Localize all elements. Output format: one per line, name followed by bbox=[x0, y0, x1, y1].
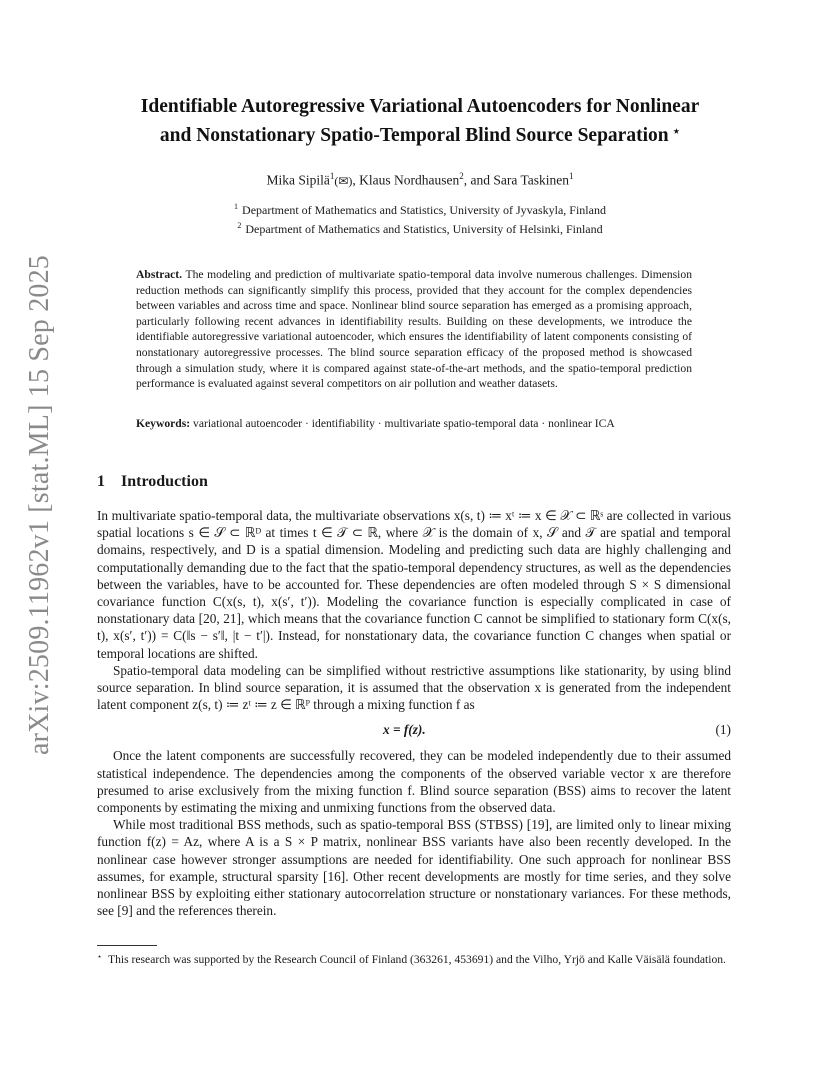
footnote-text: This research was supported by the Research Council of Finland (363261, 453691) and the Vilho, Yrjö and Kalle Väisälä foundation. bbox=[108, 953, 726, 966]
author-3-affil: 1 bbox=[569, 171, 574, 181]
footnote-divider bbox=[97, 945, 157, 946]
keywords bbox=[136, 416, 692, 432]
arxiv-stamp-text: arXiv:2509.11962v1 [stat.ML] 15 Sep 2025 bbox=[24, 254, 55, 756]
affiliation-2-text: Department of Mathematics and Statistics, University of Helsinki, Finland bbox=[245, 222, 603, 236]
title-line-1: Identifiable Autoregressive Variational Autoencoders for Nonlinear bbox=[140, 96, 700, 117]
equation-1 bbox=[97, 713, 731, 747]
author-3: , and Sara Taskinen bbox=[463, 172, 570, 188]
affiliation-1-text: Department of Mathematics and Statistics, University of Jyvaskyla, Finland bbox=[242, 203, 606, 217]
body-text bbox=[97, 507, 731, 919]
arxiv-stamp bbox=[22, 254, 58, 756]
affiliation-2-mark: 2 bbox=[237, 221, 242, 230]
envelope-icon[interactable]: (✉) bbox=[334, 173, 353, 188]
footnote bbox=[97, 949, 731, 967]
footnote-mark: ⋆ bbox=[97, 952, 103, 961]
affiliation-1-mark: 1 bbox=[234, 202, 239, 211]
author-list bbox=[90, 171, 750, 189]
affiliations bbox=[90, 199, 750, 237]
section-title: Introduction bbox=[121, 473, 208, 490]
paragraph-1: In multivariate spatio-temporal data, the multivariate observations x(s, t) ≔ xᵗ ≔ x ∈ 𝒳 ⊂ ℝˢ are collected in various spatial locations s ∈ 𝒮 ⊂ ℝᴰ at times t ∈ 𝒯 ⊂ ℝ, where 𝒳 is the domain of x, 𝒮 and 𝒯 are spatial and temporal domains, respectively, and D is a spatial dimension. Modeling and predicting such data are highly challenging and computationally demanding due to the fact that the spatio-temporal dependency structures, as well as the dependencies between the variables, have to be accounted for. These dependencies are often modeled through S × S dimensional covariance function C(x(s, t), x(s′, t′)). Modeling the covariance function is especially complicated in case of nonstationary data [20, 21], which means that the covariance function C cannot be simplified to stationary form C(x(s, t), x(s′, t′)) = C(‖s − s′‖, |t − t′|). Instead, for nonstationary data, the covariance function C changes when spatial or temporal locations are shifted. bbox=[97, 508, 731, 661]
equation-number: (1) bbox=[715, 722, 731, 738]
paragraph-3: Once the latent components are successfully recovered, they can be modeled independently due to their assumed statistical independence. The dependencies among the components of the observed variable vector x are therefore presumed to arise exclusively from the mixing function f. Blind source separation (BSS) aims to recover the latent components by estimating the mixing and unmixing functions from the observed data. bbox=[97, 748, 731, 816]
author-2-affil: 2 bbox=[459, 171, 464, 181]
paragraph-4: While most traditional BSS methods, such as spatio-temporal BSS (STBSS) [19], are limited only to linear mixing function f(z) = Az, where A is a S × P matrix, nonlinear BSS variants have also been recently developed. In the nonlinear case however stronger assumptions are needed for identifiability. One such approach for nonlinear BSS assumes, for example, structural sparsity [16]. Other recent developments are mostly for time series, and they solve nonlinear BSS by exploiting either stationary autocorrelation structure or nonstationary variances. For these methods, see [9] and the references therein. bbox=[97, 817, 731, 919]
title-line-2 bbox=[90, 119, 750, 148]
abstract-label: Abstract. bbox=[136, 268, 183, 281]
section-heading bbox=[97, 473, 208, 491]
section-number: 1 bbox=[97, 473, 105, 490]
affiliation-1 bbox=[90, 199, 750, 218]
abstract bbox=[136, 267, 692, 392]
paper-title bbox=[90, 94, 750, 148]
affiliation-2 bbox=[90, 218, 750, 237]
keywords-label: Keywords: bbox=[136, 417, 191, 430]
author-2: , Klaus Nordhausen bbox=[352, 172, 460, 188]
title-footnote-mark[interactable]: ⋆ bbox=[672, 124, 681, 138]
author-1: Mika Sipilä bbox=[266, 172, 330, 188]
abstract-text: The modeling and prediction of multivariate spatio-temporal data involve numerous challenges. Dimension reduction methods can significantly simplify this process, provided that they account for the complex dependencies between variables and across time and space. Nonlinear blind source separation has emerged as a promising approach, particularly following recent advances in identifiability results. Building on these developments, we introduce the identifiable autoregressive variational autoencoder, which ensures the identifiability of latent components consisting of nonstationary autoregressive processes. The blind source separation efficacy of the proposed method is showcased through a simulation study, where it is compared against state-of-the-art methods, and the spatio-temporal prediction performance is evaluated against several competitors on air pollution and weather datasets. bbox=[136, 268, 692, 391]
title-line-2-text: and Nonstationary Spatio-Temporal Blind Source Separation bbox=[159, 125, 669, 146]
paragraph-2: Spatio-temporal data modeling can be simplified without restrictive assumptions like stationarity, by using blind source separation. In blind source separation, it is assumed that the observation x is generated from the independent latent component z(s, t) ≔ zᵗ ≔ z ∈ ℝᴾ through a mixing function f as bbox=[97, 662, 731, 713]
equation-expression: x = f(z). bbox=[383, 722, 426, 738]
author-1-affil: 1 bbox=[329, 171, 335, 181]
keywords-text: variational autoencoder · identifiability · multivariate spatio-temporal data · nonlinear ICA bbox=[193, 417, 615, 430]
